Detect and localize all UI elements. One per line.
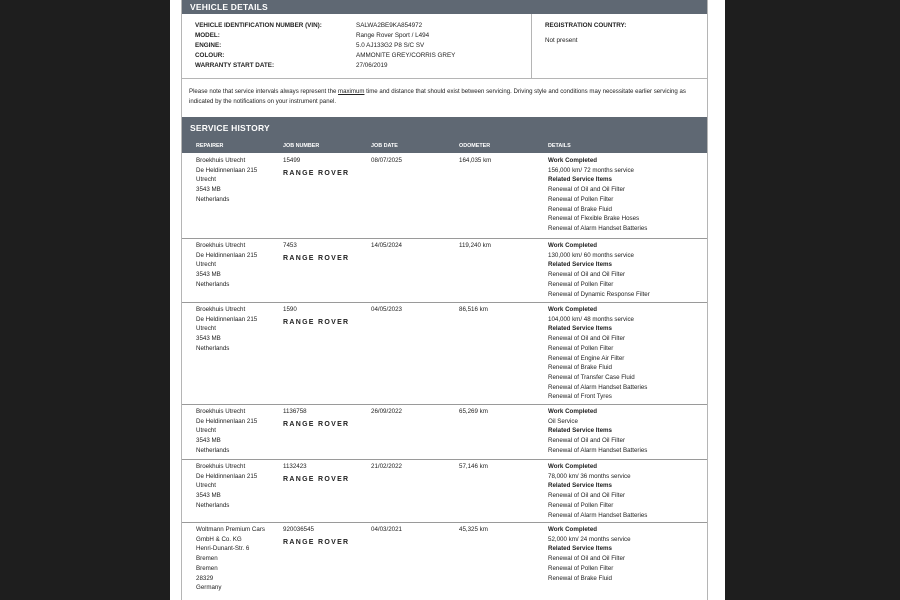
repairer-line: Broekhuis Utrecht (196, 463, 246, 470)
repairer-line: Henri-Dunant-Str. 6 (196, 545, 250, 553)
details-line: Renewal of Oil and Oil Filter (548, 492, 626, 500)
job-date-cell: 08/07/2025 (371, 157, 402, 164)
details-cell (548, 407, 647, 456)
column-header-odometer: ODOMETER (459, 143, 491, 149)
repairer-cell (196, 156, 257, 205)
viewer-background-right (730, 0, 900, 600)
details-line: Renewal of Flexible Brake Hoses (548, 215, 640, 223)
table-row (182, 404, 707, 460)
range-rover-logo: RANGE ROVER (283, 319, 350, 326)
details-heading: Related Service Items (548, 325, 612, 333)
repairer-line: 3543 MB (196, 437, 221, 445)
odometer-cell: 164,035 km (459, 157, 492, 164)
repairer-line: Netherlands (196, 195, 230, 203)
repairer-cell (196, 462, 257, 511)
repairer-cell (196, 525, 265, 593)
details-line: Renewal of Brake Fluid (548, 364, 612, 372)
vehicle-details-heading: VEHICLE DETAILS (182, 0, 707, 14)
details-heading: Related Service Items (548, 427, 612, 435)
repairer-line: Utrecht (196, 482, 216, 490)
table-row (182, 238, 707, 303)
colour-value: AMMONITE GREY/CORRIS GREY (356, 52, 456, 59)
table-row (182, 459, 707, 523)
column-header-job-date: JOB DATE (371, 143, 398, 149)
document-page (170, 0, 725, 600)
repairer-line: De Heldinnenlaan 215 (196, 417, 258, 425)
repairer-line: Netherlands (196, 446, 230, 454)
job-number-cell: 7453 (283, 242, 297, 249)
repairer-line: De Heldinnenlaan 215 (196, 251, 258, 259)
vehicle-details-box (182, 14, 707, 79)
repairer-cell (196, 407, 257, 456)
repairer-line: Netherlands (196, 280, 230, 288)
job-date-cell: 14/05/2024 (371, 242, 402, 249)
details-heading: Work Completed (548, 526, 598, 533)
odometer-cell: 65,269 km (459, 408, 488, 415)
range-rover-logo: RANGE ROVER (283, 421, 350, 428)
details-heading: Related Service Items (548, 176, 612, 184)
repairer-line: 28329 (196, 574, 214, 582)
repairer-line: Netherlands (196, 501, 230, 509)
details-line: Oil Service (548, 417, 578, 425)
odometer-cell: 119,240 km (459, 242, 491, 249)
job-date-cell: 26/09/2022 (371, 408, 402, 415)
model-label: MODEL: (195, 32, 220, 39)
vehicle-details-divider (531, 14, 532, 78)
repairer-line: 3543 MB (196, 271, 221, 279)
details-line: Renewal of Front Tyres (548, 393, 612, 401)
details-line: Renewal of Pollen Filter (548, 501, 614, 509)
document-frame (181, 0, 708, 600)
repairer-line: De Heldinnenlaan 215 (196, 166, 258, 174)
details-line: Renewal of Pollen Filter (548, 564, 614, 572)
job-number-cell: 1136758 (283, 408, 307, 415)
repairer-line: Utrecht (196, 261, 216, 269)
details-line: Renewal of Alarm Handset Batteries (548, 383, 648, 391)
repairer-cell (196, 305, 257, 354)
job-number-cell: 1590 (283, 306, 297, 313)
repairer-cell (196, 241, 257, 290)
details-line: Renewal of Transfer Case Fluid (548, 373, 635, 381)
job-number-cell: 920036545 (283, 526, 314, 533)
table-row (182, 302, 707, 405)
service-history-heading: SERVICE HISTORY (182, 117, 707, 139)
note-text-end: time and distance that should exist between servicing. Driving style and conditions may necessitate earlier servicing as indicated by the notifications on your instrument panel. (189, 88, 686, 105)
details-heading: Related Service Items (548, 545, 612, 553)
column-header-job-number: JOB NUMBER (283, 143, 320, 149)
warranty-start-label: WARRANTY START DATE: (195, 62, 275, 69)
details-line: Renewal of Brake Fluid (548, 205, 612, 213)
note-text-emphasis: maximum (338, 88, 365, 95)
details-line: Renewal of Alarm Handset Batteries (548, 446, 648, 454)
repairer-line: 3543 MB (196, 492, 221, 500)
details-heading: Work Completed (548, 242, 598, 249)
repairer-line: Utrecht (196, 325, 216, 333)
repairer-line: De Heldinnenlaan 215 (196, 472, 258, 480)
details-line: Renewal of Dynamic Response Filter (548, 290, 650, 298)
model-value: Range Rover Sport / L494 (356, 32, 430, 39)
repairer-line: Utrecht (196, 427, 216, 435)
job-date-cell: 04/05/2023 (371, 306, 402, 313)
details-line: Renewal of Engine Air Filter (548, 354, 625, 362)
service-history-column-headers (182, 139, 707, 153)
repairer-line: Broekhuis Utrecht (196, 408, 246, 415)
range-rover-logo: RANGE ROVER (283, 476, 350, 483)
vin-value: SALWA2BE9KA854972 (356, 22, 423, 29)
details-cell (548, 156, 647, 234)
repairer-line: 3543 MB (196, 335, 221, 343)
column-header-repairer: REPAIRER (196, 143, 224, 149)
repairer-line: Woltmann Premium Cars (196, 526, 265, 533)
table-row (182, 522, 707, 600)
details-line: 130,000 km/ 60 months service (548, 251, 634, 259)
details-line: 104,000 km/ 48 months service (548, 315, 634, 323)
service-interval-note (189, 87, 694, 107)
range-rover-logo: RANGE ROVER (283, 255, 350, 262)
details-heading: Work Completed (548, 157, 598, 164)
details-line: Renewal of Oil and Oil Filter (548, 186, 626, 194)
vehicle-detail-values (356, 21, 455, 71)
engine-label: ENGINE: (195, 42, 222, 49)
column-header-details: DETAILS (548, 143, 571, 149)
job-number-cell: 15499 (283, 157, 301, 164)
vehicle-detail-labels (195, 21, 322, 71)
note-text-start: Please note that service intervals always represent the (189, 88, 339, 95)
registration-country-label: REGISTRATION COUNTRY: (545, 22, 627, 29)
details-line: Renewal of Pollen Filter (548, 195, 614, 203)
details-heading: Work Completed (548, 306, 598, 313)
repairer-line: Utrecht (196, 176, 216, 184)
details-line: 156,000 km/ 72 months service (548, 166, 634, 174)
details-heading: Work Completed (548, 463, 598, 470)
repairer-line: Bremen (196, 564, 218, 572)
details-line: Renewal of Pollen Filter (548, 344, 614, 352)
repairer-line: Netherlands (196, 344, 230, 352)
details-line: Renewal of Alarm Handset Batteries (548, 224, 648, 232)
repairer-line: 3543 MB (196, 186, 221, 194)
details-line: Renewal of Alarm Handset Batteries (548, 511, 648, 519)
details-cell (548, 525, 631, 583)
job-number-cell: 1132423 (283, 463, 307, 470)
repairer-line: De Heldinnenlaan 215 (196, 315, 258, 323)
details-cell (548, 305, 647, 402)
job-date-cell: 21/02/2022 (371, 463, 402, 470)
details-line: 78,000 km/ 36 months service (548, 472, 631, 480)
details-line: Renewal of Oil and Oil Filter (548, 271, 626, 279)
details-heading: Related Service Items (548, 261, 612, 269)
range-rover-logo: RANGE ROVER (283, 539, 350, 546)
vin-label: VEHICLE IDENTIFICATION NUMBER (VIN): (195, 22, 322, 29)
viewer-background-left (0, 0, 170, 600)
repairer-line: Broekhuis Utrecht (196, 157, 246, 164)
repairer-line: Germany (196, 584, 222, 592)
details-line: Renewal of Brake Fluid (548, 574, 612, 582)
colour-label: COLOUR: (195, 52, 225, 59)
details-heading: Related Service Items (548, 482, 612, 490)
warranty-start-value: 27/06/2019 (356, 62, 388, 69)
repairer-line: Broekhuis Utrecht (196, 306, 246, 313)
details-cell (548, 241, 650, 299)
details-line: Renewal of Pollen Filter (548, 280, 614, 288)
table-row (182, 153, 707, 239)
job-date-cell: 04/03/2021 (371, 526, 402, 533)
details-heading: Work Completed (548, 408, 598, 415)
odometer-cell: 45,325 km (459, 526, 488, 533)
details-line: Renewal of Oil and Oil Filter (548, 555, 626, 563)
repairer-line: Broekhuis Utrecht (196, 242, 246, 249)
repairer-line: GmbH & Co. KG (196, 535, 242, 543)
details-line: Renewal of Oil and Oil Filter (548, 437, 626, 445)
odometer-cell: 57,146 km (459, 463, 488, 470)
details-line: Renewal of Oil and Oil Filter (548, 335, 626, 343)
engine-value: 5.0 AJ133G2 P8 S/C SV (356, 42, 425, 49)
repairer-line: Bremen (196, 555, 218, 563)
registration-country-value: Not present (545, 37, 578, 44)
details-line: 52,000 km/ 24 months service (548, 535, 631, 543)
details-cell (548, 462, 647, 520)
odometer-cell: 86,516 km (459, 306, 488, 313)
range-rover-logo: RANGE ROVER (283, 170, 350, 177)
